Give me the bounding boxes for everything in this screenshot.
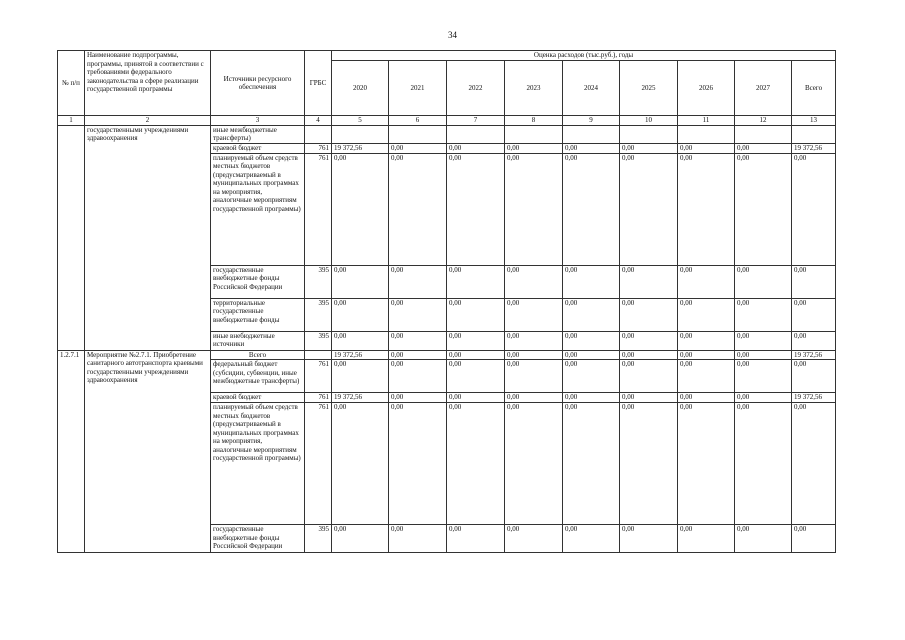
source-cell: государственные внебюджетные фонды Российской Федерации [211,525,305,553]
value-cell: 0,00 [735,143,792,153]
value-cell: 0,00 [447,403,505,525]
value-cell: 0,00 [505,525,563,553]
row-number: 1.2.7.1 [58,350,85,553]
value-cell: 19 372,56 [792,350,836,360]
year-header: 2021 [389,61,447,116]
source-cell: краевой бюджет [211,393,305,403]
value-cell [332,125,389,143]
grbs-cell: 761 [305,360,332,393]
value-cell: 0,00 [563,350,620,360]
value-cell: 0,00 [447,298,505,331]
value-cell: 0,00 [620,331,678,350]
source-cell: государственные внебюджетные фонды Российской Федерации [211,265,305,298]
value-cell: 0,00 [332,525,389,553]
value-cell: 0,00 [332,403,389,525]
value-cell: 0,00 [563,331,620,350]
value-cell: 0,00 [389,403,447,525]
value-cell: 19 372,56 [332,350,389,360]
row-description: государственными учреждениями здравоохранения [85,125,211,350]
value-cell: 0,00 [447,393,505,403]
source-cell: иные межбюджетные трансферты) [211,125,305,143]
row-description: Мероприятие №2.7.1. Приобретение санитарного автотранспорта краевыми государственными учреждениями здравоохранения [85,350,211,553]
value-cell: 0,00 [735,350,792,360]
grbs-cell [305,125,332,143]
table-body [58,125,836,553]
value-cell: 0,00 [505,360,563,393]
value-cell: 0,00 [505,153,563,265]
value-cell: 0,00 [620,143,678,153]
grbs-cell: 761 [305,153,332,265]
value-cell: 0,00 [678,298,735,331]
year-header: Всего [792,61,836,116]
value-cell: 0,00 [735,298,792,331]
value-cell: 0,00 [735,153,792,265]
value-cell: 0,00 [447,153,505,265]
value-cell: 0,00 [389,143,447,153]
value-cell: 0,00 [563,265,620,298]
value-cell [792,125,836,143]
source-cell: федеральный бюджет (субсидии, субвенции, иные межбюджетные трансферты) [211,360,305,393]
header-num: № п/п [58,51,85,116]
value-cell: 0,00 [447,265,505,298]
value-cell: 0,00 [505,403,563,525]
source-cell: планируемый объем средств местных бюджетов (предусматриваемый в муниципальных программах на мероприятия, аналогичные мероприятиям государственной программы) [211,403,305,525]
value-cell: 0,00 [505,265,563,298]
value-cell: 0,00 [505,393,563,403]
table-row [58,350,836,360]
value-cell [389,125,447,143]
source-cell: Всего [211,350,305,360]
value-cell: 19 372,56 [792,393,836,403]
value-cell: 0,00 [389,360,447,393]
value-cell: 0,00 [389,525,447,553]
row-number [58,125,85,350]
source-cell: территориальные государственные внебюджетные фонды [211,298,305,331]
value-cell: 0,00 [678,393,735,403]
value-cell: 0,00 [389,331,447,350]
header-estimate: Оценка расходов (тыс.руб.), годы [332,51,836,61]
value-cell: 0,00 [332,153,389,265]
value-cell [678,125,735,143]
value-cell: 0,00 [389,350,447,360]
value-cell: 0,00 [332,298,389,331]
value-cell: 0,00 [792,298,836,331]
value-cell: 0,00 [735,265,792,298]
value-cell: 0,00 [620,350,678,360]
value-cell: 0,00 [447,350,505,360]
value-cell [735,125,792,143]
year-header: 2024 [563,61,620,116]
year-header: 2020 [332,61,389,116]
grbs-cell: 761 [305,143,332,153]
value-cell: 0,00 [505,350,563,360]
value-cell: 0,00 [792,153,836,265]
value-cell: 0,00 [792,403,836,525]
value-cell: 0,00 [678,350,735,360]
year-header: 2026 [678,61,735,116]
year-header: 2023 [505,61,563,116]
year-header: 2025 [620,61,678,116]
value-cell: 0,00 [678,525,735,553]
value-cell: 0,00 [620,360,678,393]
source-cell: краевой бюджет [211,143,305,153]
value-cell: 0,00 [332,331,389,350]
value-cell: 19 372,56 [792,143,836,153]
value-cell: 0,00 [620,298,678,331]
value-cell: 0,00 [792,331,836,350]
value-cell: 0,00 [505,143,563,153]
value-cell [447,125,505,143]
year-header: 2022 [447,61,505,116]
value-cell: 0,00 [620,525,678,553]
value-cell [620,125,678,143]
grbs-cell: 395 [305,265,332,298]
value-cell: 0,00 [332,360,389,393]
value-cell: 0,00 [678,265,735,298]
value-cell [505,125,563,143]
grbs-cell: 395 [305,525,332,553]
value-cell: 0,00 [563,360,620,393]
value-cell: 0,00 [447,143,505,153]
budget-table [57,50,836,553]
value-cell: 0,00 [735,331,792,350]
value-cell: 0,00 [620,153,678,265]
value-cell: 0,00 [620,265,678,298]
value-cell: 0,00 [678,143,735,153]
value-cell: 0,00 [792,525,836,553]
value-cell: 0,00 [389,393,447,403]
value-cell: 19 372,56 [332,393,389,403]
table-row [58,125,836,143]
value-cell: 19 372,56 [332,143,389,153]
value-cell: 0,00 [505,298,563,331]
value-cell: 0,00 [447,331,505,350]
value-cell: 0,00 [735,525,792,553]
value-cell: 0,00 [447,360,505,393]
value-cell: 0,00 [332,265,389,298]
column-number-row: 1 2 3 4 5 6 7 8 9 10 11 12 13 [58,116,836,126]
value-cell: 0,00 [620,393,678,403]
value-cell: 0,00 [735,393,792,403]
value-cell: 0,00 [563,143,620,153]
value-cell: 0,00 [563,393,620,403]
value-cell: 0,00 [678,153,735,265]
value-cell: 0,00 [563,298,620,331]
value-cell: 0,00 [620,403,678,525]
year-header: 2027 [735,61,792,116]
value-cell: 0,00 [505,331,563,350]
page-number: 34 [448,30,457,40]
grbs-cell: 395 [305,331,332,350]
value-cell: 0,00 [792,360,836,393]
header-grbs: ГРБС [305,51,332,116]
value-cell: 0,00 [792,265,836,298]
value-cell: 0,00 [678,360,735,393]
source-cell: иные внебюджетные источники [211,331,305,350]
value-cell: 0,00 [678,331,735,350]
value-cell: 0,00 [563,153,620,265]
header-name: Наименование подпрограммы, программы, принятой в соответствии с требованиями федерального законодательства в сфере реализации государственной программы [85,51,211,116]
grbs-cell [305,350,332,360]
value-cell: 0,00 [389,153,447,265]
value-cell: 0,00 [447,525,505,553]
value-cell: 0,00 [735,403,792,525]
value-cell: 0,00 [678,403,735,525]
grbs-cell: 761 [305,393,332,403]
grbs-cell: 395 [305,298,332,331]
header-source: Источники ресурсного обеспечения [211,51,305,116]
source-cell: планируемый объем средств местных бюджетов (предусматриваемый в муниципальных программах на мероприятия, аналогичные мероприятиям государственной программы) [211,153,305,265]
value-cell: 0,00 [389,265,447,298]
value-cell [563,125,620,143]
grbs-cell: 761 [305,403,332,525]
value-cell: 0,00 [389,298,447,331]
value-cell: 0,00 [735,360,792,393]
value-cell: 0,00 [563,525,620,553]
value-cell: 0,00 [563,403,620,525]
